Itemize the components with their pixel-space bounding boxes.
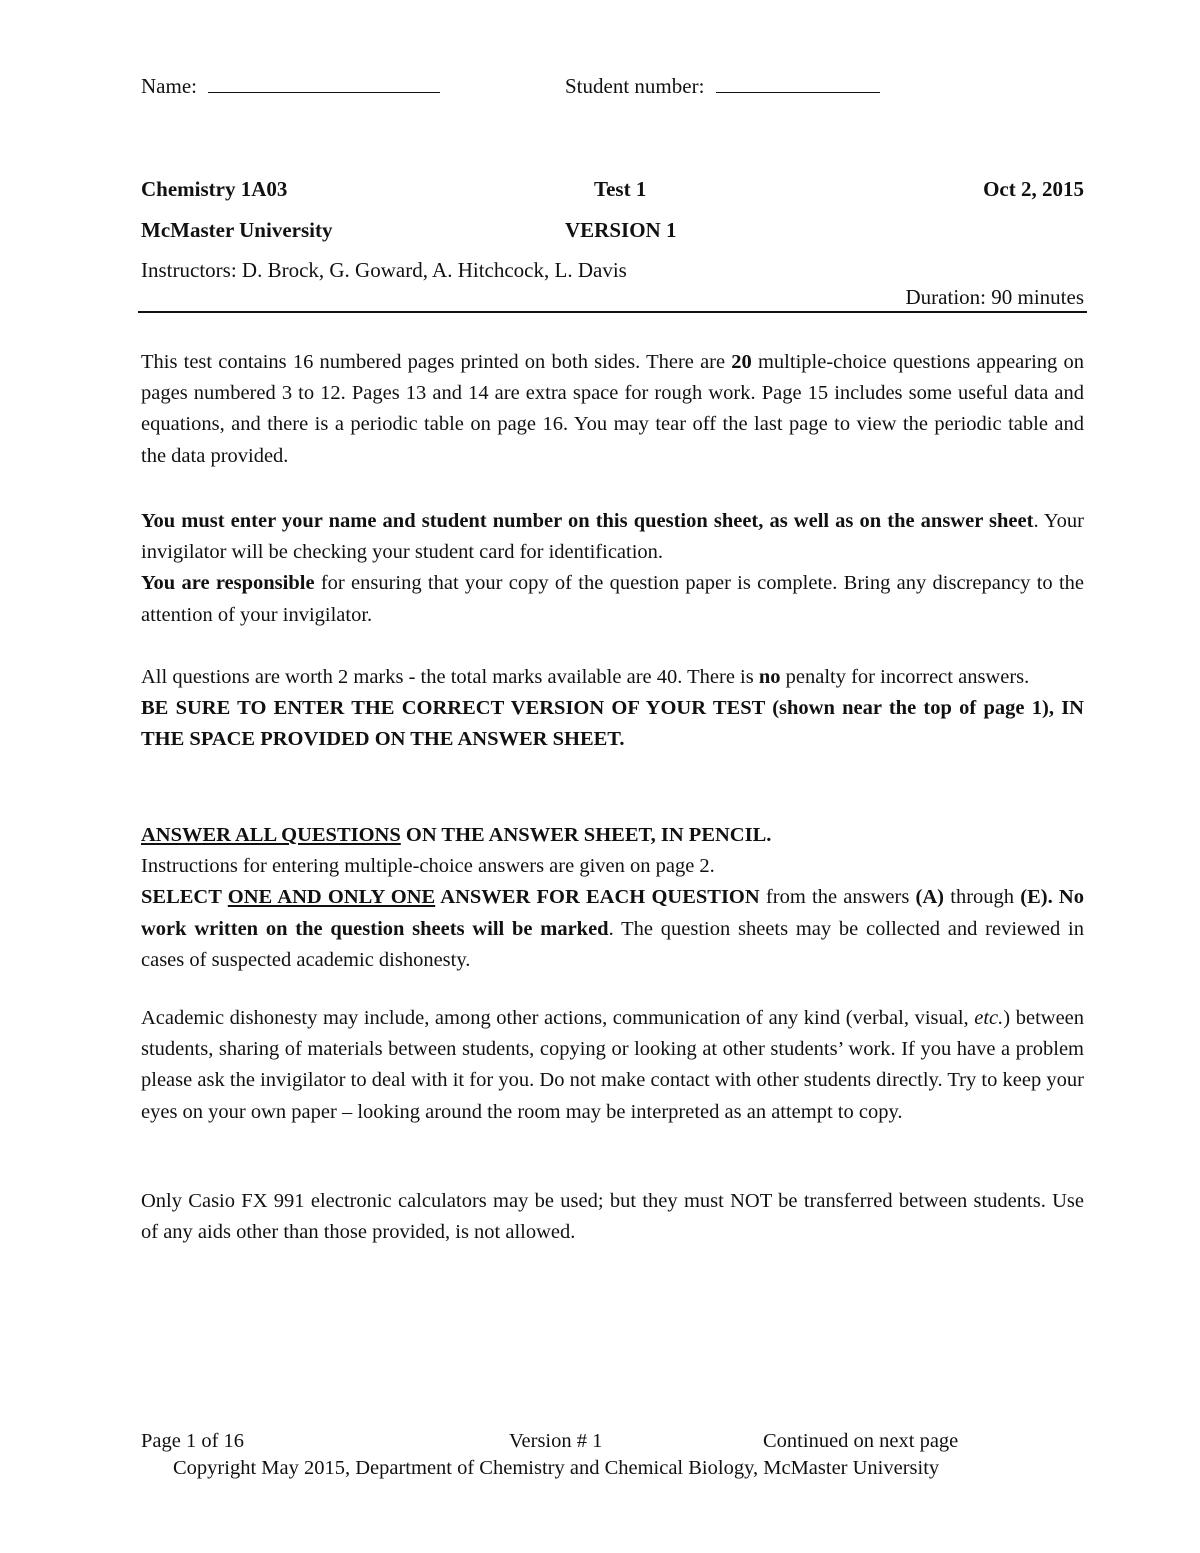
- p5-text-c: ) between students, sharing of materials between students, copying or looking at other students’ work. If you have a problem please ask the invigilator to deal with it for you. Do not make contact with other students directly. Try to keep your eyes on your own paper – looking around the room may be interpreted as an attempt to copy.: [141, 1007, 1085, 1123]
- paragraph-answer-instructions: [141, 820, 1084, 976]
- name-label: Name:: [141, 74, 197, 98]
- p2-bold-instruction: You must enter your name and student number on this question sheet, as well as on the answer sheet: [141, 510, 1034, 532]
- p6-text: Only Casio FX 991 electronic calculators may be used; but they must NOT be transferred between students. Use of any aids other than those provided, is not allowed.: [141, 1190, 1084, 1244]
- instructors: Instructors: D. Brock, G. Goward, A. Hitchcock, L. Davis: [141, 258, 627, 282]
- footer-continued: Continued on next page: [763, 1430, 959, 1452]
- p4-answer-each: ANSWER FOR EACH QUESTION: [435, 886, 760, 909]
- p4-underlined-answer-all: ANSWER ALL QUESTIONS: [141, 824, 401, 846]
- p1-text-a: This test contains 16 numbered pages printed on both sides. There are: [141, 351, 732, 373]
- test-title: Test 1: [594, 177, 647, 201]
- university-name: McMaster University: [141, 218, 333, 242]
- p1-text-c: multiple-choice questions appearing on pages numbered 3 to 12. Pages 13 and 14 are extra space for rough work. Page 15 includes some useful data and equations, and there is a periodic table on page 16. You may tear off the last page to view the periodic table and the data provided.: [141, 351, 1084, 467]
- header-divider: [138, 311, 1087, 313]
- footer-version: Version # 1: [509, 1430, 603, 1452]
- student-number-blank: [716, 72, 880, 93]
- p4-from-answers: from the answers: [759, 886, 916, 909]
- p2-text-d: for ensuring that your copy of the question paper is complete. Bring any discrepancy to the attention of your invigilator.: [141, 572, 1084, 626]
- p4-no-work-marked: (E). No work written on the question sheets will be marked: [141, 886, 1084, 940]
- p4-instructions-page2: Instructions for entering multiple-choice answers are given on page 2.: [141, 855, 715, 878]
- paragraph-academic-dishonesty: [141, 1003, 1084, 1128]
- p3-text-a: All questions are worth 2 marks - the total marks available are 40. There is: [141, 666, 759, 688]
- paragraph-marks: [141, 662, 1084, 756]
- student-number-field: [565, 72, 880, 99]
- p5-etc: etc.: [974, 1007, 1004, 1029]
- duration: Duration: 90 minutes: [905, 285, 1084, 309]
- p4-text-b: ON THE ANSWER SHEET, IN PENCIL.: [400, 824, 772, 846]
- p3-version-warning: BE SURE TO ENTER THE CORRECT VERSION OF YOUR TEST (shown near the top of page 1), IN THE SPACE PROVIDED ON THE ANSWER SHEET.: [141, 697, 1084, 751]
- course-title: Chemistry 1A03: [141, 177, 288, 201]
- paragraph-calculators: [141, 1186, 1084, 1248]
- p4-select: SELECT: [141, 886, 228, 909]
- name-field: [141, 72, 440, 99]
- test-date: Oct 2, 2015: [983, 177, 1084, 201]
- paragraph-responsibilities: [141, 506, 1084, 631]
- name-blank: [208, 72, 440, 93]
- p4-one-and-only-one: ONE AND ONLY ONE: [227, 886, 436, 909]
- p4-through: through: [944, 886, 1021, 909]
- p2-text-b: . Your invigilator will be checking your student card for identification.: [141, 510, 1084, 564]
- student-number-label: Student number:: [565, 74, 705, 98]
- paragraph-test-contents: [141, 347, 1084, 472]
- footer-page-number: Page 1 of 16: [141, 1430, 245, 1452]
- p5-text-a: Academic dishonesty may include, among other actions, communication of any kind (verbal, visual,: [141, 1007, 975, 1029]
- footer-copyright: Copyright May 2015, Department of Chemistry and Chemical Biology, McMaster University: [173, 1457, 940, 1479]
- p1-question-count: 20: [731, 351, 752, 373]
- version-label: VERSION 1: [565, 218, 677, 242]
- p2-bold-responsible: You are responsible: [141, 572, 315, 595]
- p3-text-c: penalty for incorrect answers.: [780, 666, 1030, 688]
- p4-text-k: . The question sheets may be collected and reviewed in cases of suspected academic dishonesty.: [141, 917, 1084, 971]
- p3-bold-no: no: [758, 666, 781, 688]
- p4-option-a: (A): [915, 886, 945, 909]
